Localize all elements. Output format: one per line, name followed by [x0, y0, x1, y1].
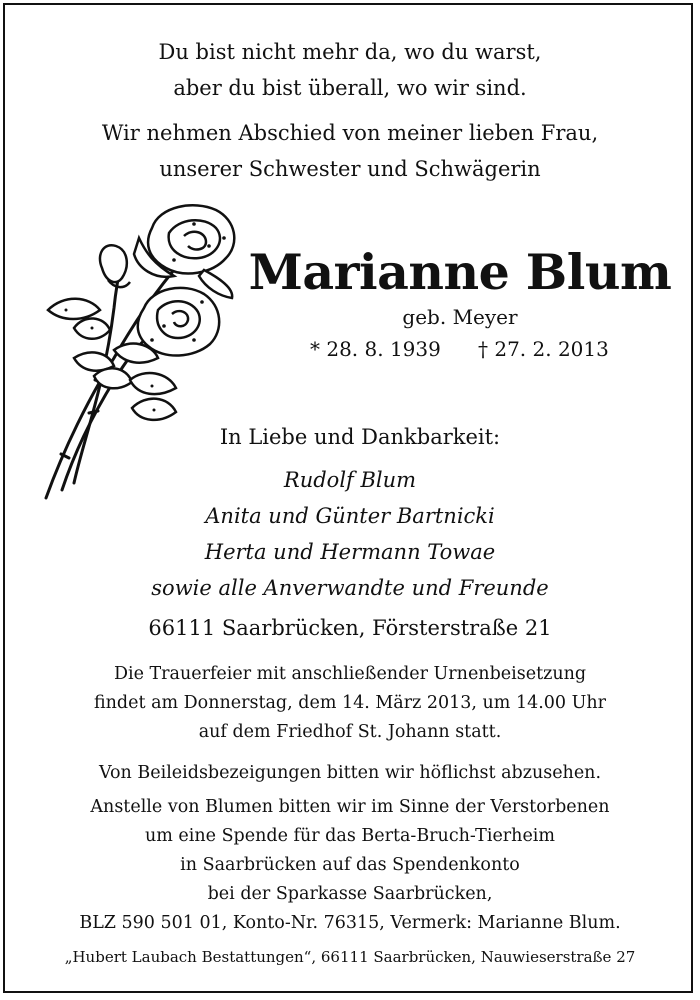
family-address: 66111 Saarbrücken, Försterstraße 21	[148, 616, 552, 640]
funeral-home-footer: „Hubert Laubach Bestattungen“, 66111 Saarbrücken, Nauwieserstraße 27	[64, 948, 636, 966]
farewell-line: unserer Schwester und Schwägerin	[159, 157, 541, 181]
ceremony-line: Die Trauerfeier mit anschließender Urnenbeisetzung	[113, 664, 587, 684]
farewell-line: Wir nehmen Abschied von meiner lieben Frau,	[101, 121, 599, 145]
ceremony-notice	[0, 660, 700, 747]
donation-line: um eine Spende für das Berta-Bruch-Tierheim	[145, 826, 555, 846]
verse-line: Du bist nicht mehr da, wo du warst,	[158, 40, 542, 64]
donation-line: BLZ 590 501 01, Konto-Nr. 76315, Vermerk: Marianne Blum.	[79, 913, 621, 933]
deceased-name: Marianne Blum	[248, 243, 672, 301]
donation-line: Anstelle von Blumen bitten wir im Sinne der Verstorbenen	[90, 797, 610, 817]
mourners-heading: In Liebe und Dankbarkeit:	[219, 425, 501, 449]
donation-line: bei der Sparkasse Saarbrücken,	[207, 884, 493, 904]
birth-date: * 28. 8. 1939	[310, 337, 441, 361]
donation-line: in Saarbrücken auf das Spendenkonto	[180, 855, 520, 875]
ceremony-line: auf dem Friedhof St. Johann statt.	[198, 722, 502, 742]
mourner-name: Rudolf Blum	[283, 468, 417, 492]
donation-notice	[0, 793, 700, 938]
condolence-notice: Von Beileidsbezeigungen bitten wir höflichst abzusehen.	[98, 763, 602, 783]
mourner-name: Herta und Hermann Towae	[204, 540, 496, 564]
mourner-name: Anita und Günter Bartnicki	[205, 504, 495, 528]
maiden-name: geb. Meyer	[402, 305, 518, 329]
verse-line: aber du bist überall, wo wir sind.	[173, 76, 527, 100]
ceremony-line: findet am Donnerstag, dem 14. März 2013, um 14.00 Uhr	[93, 693, 607, 713]
mourners-list	[100, 462, 600, 606]
memorial-verse	[0, 34, 700, 106]
death-date: † 27. 2. 2013	[478, 337, 609, 361]
mourner-name: sowie alle Anverwandte und Freunde	[151, 576, 549, 600]
farewell-text	[0, 115, 700, 187]
